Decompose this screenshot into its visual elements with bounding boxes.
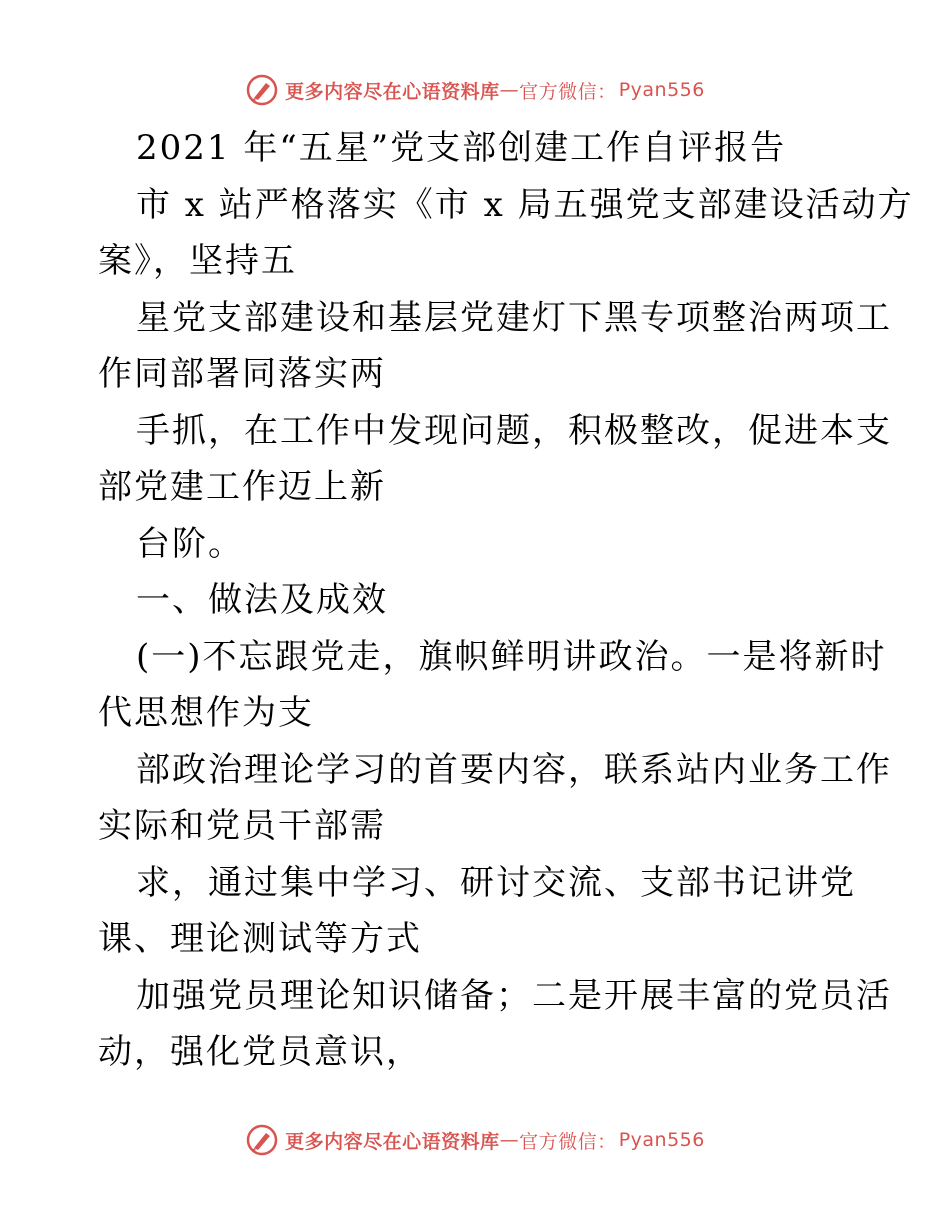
text-line: 手抓，在工作中发现问题，积极整改，促进本支 bbox=[136, 410, 892, 451]
text-line: 实际和党员干部需 bbox=[98, 806, 386, 846]
watermark-separator: — bbox=[499, 79, 520, 101]
text-line: 部政治理论学习的首要内容，联系站内业务工作 bbox=[136, 749, 892, 790]
text-line: 台阶。 bbox=[136, 523, 244, 564]
text-line: 动，强化党员意识， bbox=[98, 1032, 422, 1072]
watermark-separator: — bbox=[499, 1129, 520, 1151]
watermark-banner-bottom bbox=[0, 1120, 950, 1160]
text-line: 部党建工作迈上新 bbox=[98, 467, 386, 507]
text-line: 加强党员理论知识储备；二是开展丰富的党员活 bbox=[136, 975, 892, 1016]
watermark-wechat-id: Pyan556 bbox=[618, 1129, 705, 1151]
watermark-official: 官方微信： bbox=[519, 80, 617, 103]
text-line: 求，通过集中学习、研讨交流、支部书记讲党 bbox=[136, 862, 856, 903]
text-line: (一)不忘跟党走，旗帜鲜明讲政治。一是将新时 bbox=[136, 636, 887, 677]
text-line: 代思想作为支 bbox=[98, 693, 314, 733]
text-line: 作同部署同落实两 bbox=[98, 354, 386, 394]
watermark-banner-top bbox=[0, 70, 950, 110]
document-body bbox=[98, 120, 914, 1081]
watermark-wechat-id: Pyan556 bbox=[618, 79, 705, 101]
pen-logo-icon bbox=[245, 1123, 279, 1157]
section-heading: 一、做法及成效 bbox=[136, 580, 388, 620]
watermark-brand: 更多内容尽在心语资料库 bbox=[285, 80, 500, 103]
text-line: 星党支部建设和基层党建灯下黑专项整治两项工 bbox=[136, 297, 892, 338]
text-line: 案》，坚持五 bbox=[98, 241, 297, 281]
watermark-official: 官方微信： bbox=[519, 1130, 617, 1153]
text-line: 市 x 站严格落实《市 x 局五强党支部建设活动方 bbox=[136, 184, 914, 225]
text-line: 课、理论测试等方式 bbox=[98, 919, 422, 959]
pen-logo-icon bbox=[245, 73, 279, 107]
watermark-brand: 更多内容尽在心语资料库 bbox=[285, 1130, 500, 1153]
document-title: 2021 年“五星”党支部创建工作自评报告 bbox=[136, 128, 787, 168]
